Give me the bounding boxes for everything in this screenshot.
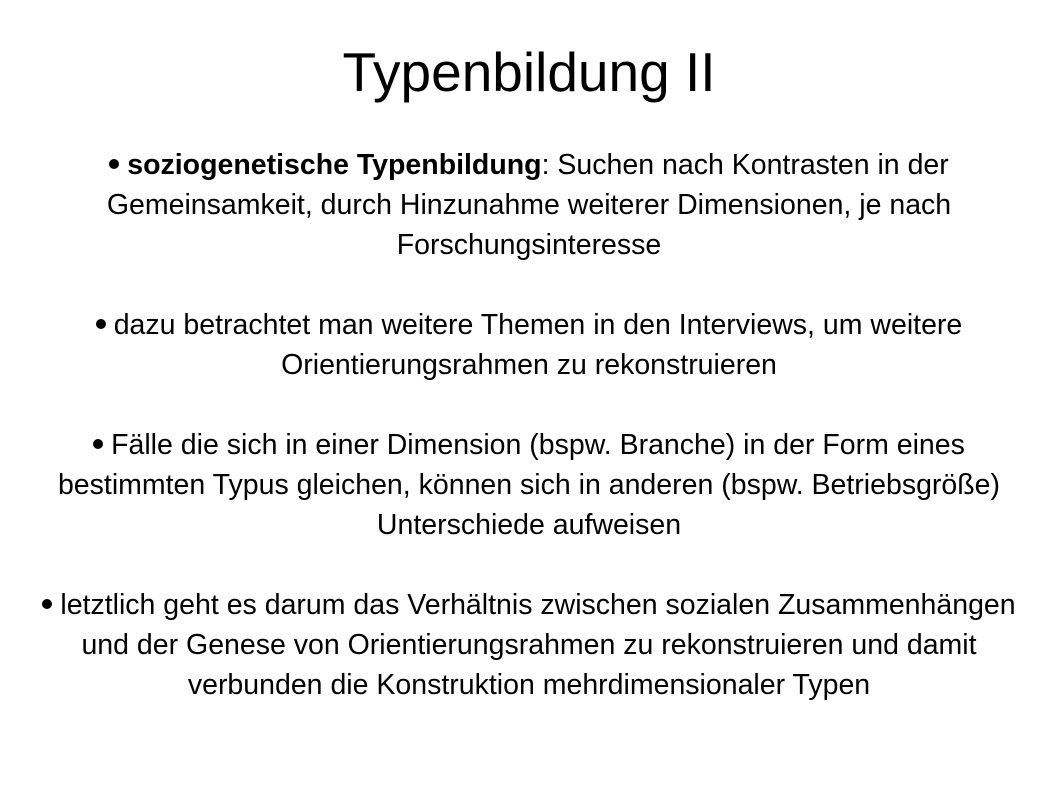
bullet-term: soziogenetische Typenbildung	[127, 149, 542, 181]
bullet-list	[40, 145, 1018, 705]
bullet-dot-icon	[93, 439, 103, 449]
bullet-dot-icon	[42, 599, 52, 609]
bullet-text: letztlich geht es darum das Verhältnis zwischen sozialen Zusammenhängen und der Genese von Orientierungsrahmen zu rekonstruieren und damit verbunden die Konstruktion mehrdimensionaler Typen	[60, 589, 1016, 701]
bullet-text: : Suchen nach Kontrasten in der Gemeinsamkeit, durch Hinzunahme weiterer Dimensionen, je nach Forschungsinteresse	[106, 149, 952, 261]
bullet-text: Fälle die sich in einer Dimension (bspw. Branche) in der Form eines bestimmten Typus gleichen, können sich in anderen (bspw. Betriebsgröße) Unterschiede aufweisen	[57, 429, 1001, 541]
bullet-item-soziogenetische	[40, 145, 1018, 265]
bullet-text: dazu betrachtet man weitere Themen in den Interviews, um weitere Orientierungsrahmen zu rekonstruieren	[113, 309, 963, 381]
bullet-item-faelle	[40, 425, 1018, 545]
bullet-dot-icon	[96, 319, 106, 329]
bullet-item-themen	[40, 305, 1018, 385]
bullet-dot-icon	[109, 159, 119, 169]
bullet-item-verhaeltnis	[40, 585, 1018, 705]
slide-title: Typenbildung II	[342, 41, 716, 103]
